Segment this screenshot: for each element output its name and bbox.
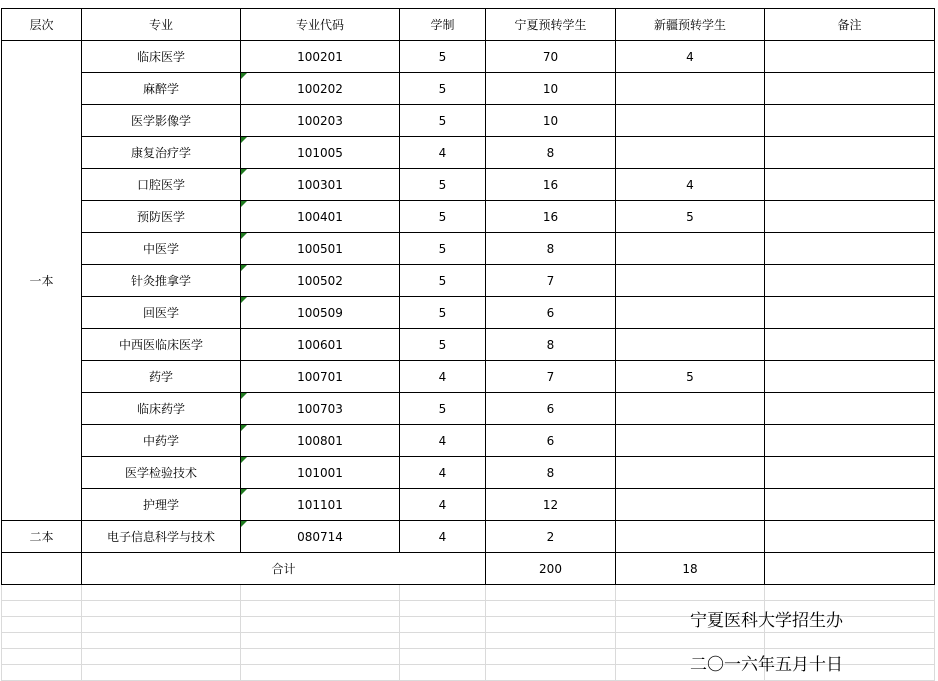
empty-grid-cell[interactable] <box>400 585 486 601</box>
years-cell[interactable]: 5 <box>400 73 486 105</box>
empty-grid-cell[interactable] <box>82 649 241 665</box>
major-cell[interactable]: 药学 <box>82 361 241 393</box>
table-row <box>2 105 935 137</box>
code-cell[interactable]: 100401 <box>241 201 400 233</box>
xinjiang-cell[interactable] <box>616 297 765 329</box>
remark-cell[interactable] <box>765 233 935 265</box>
code-cell[interactable]: 080714 <box>241 521 400 553</box>
major-cell[interactable]: 麻醉学 <box>82 73 241 105</box>
remark-cell[interactable] <box>765 137 935 169</box>
remark-cell[interactable] <box>765 457 935 489</box>
empty-grid-cell[interactable] <box>2 633 82 649</box>
header-level[interactable]: 层次 <box>2 9 82 41</box>
ningxia-cell[interactable]: 8 <box>486 233 616 265</box>
remark-cell[interactable] <box>765 169 935 201</box>
years-cell[interactable]: 5 <box>400 169 486 201</box>
ningxia-cell[interactable]: 8 <box>486 329 616 361</box>
empty-grid-cell[interactable] <box>765 633 935 649</box>
years-cell[interactable]: 4 <box>400 425 486 457</box>
code-cell[interactable]: 100703 <box>241 393 400 425</box>
years-cell[interactable]: 4 <box>400 521 486 553</box>
remark-cell[interactable] <box>765 297 935 329</box>
empty-grid-cell[interactable] <box>241 649 400 665</box>
level-cell[interactable]: 二本 <box>2 521 82 553</box>
enrollment-table <box>1 8 935 681</box>
years-cell[interactable]: 5 <box>400 393 486 425</box>
xinjiang-cell[interactable] <box>616 393 765 425</box>
xinjiang-cell[interactable] <box>616 457 765 489</box>
major-cell[interactable]: 电子信息科学与技术 <box>82 521 241 553</box>
ningxia-cell[interactable]: 6 <box>486 425 616 457</box>
code-cell[interactable]: 100701 <box>241 361 400 393</box>
table-row <box>2 73 935 105</box>
code-cell[interactable]: 101001 <box>241 457 400 489</box>
years-cell[interactable]: 5 <box>400 201 486 233</box>
code-cell[interactable]: 100502 <box>241 265 400 297</box>
major-cell[interactable]: 口腔医学 <box>82 169 241 201</box>
ningxia-cell[interactable]: 6 <box>486 297 616 329</box>
years-cell[interactable]: 4 <box>400 137 486 169</box>
empty-grid-cell[interactable] <box>241 585 400 601</box>
code-cell[interactable]: 100203 <box>241 105 400 137</box>
empty-grid-row <box>2 585 935 601</box>
table-row <box>2 361 935 393</box>
table-row <box>2 457 935 489</box>
empty-grid-cell[interactable] <box>400 601 486 617</box>
ningxia-cell[interactable]: 8 <box>486 457 616 489</box>
empty-grid-cell[interactable] <box>241 617 400 633</box>
empty-grid-cell[interactable] <box>400 617 486 633</box>
major-cell[interactable]: 中医学 <box>82 233 241 265</box>
empty-grid-cell[interactable] <box>486 633 616 649</box>
total-label-cell[interactable]: 合计 <box>82 553 486 585</box>
table-row <box>2 201 935 233</box>
empty-grid-cell[interactable] <box>241 665 400 681</box>
xinjiang-cell[interactable] <box>616 265 765 297</box>
empty-grid-cell[interactable] <box>241 601 400 617</box>
xinjiang-cell[interactable]: 5 <box>616 361 765 393</box>
major-cell[interactable]: 医学检验技术 <box>82 457 241 489</box>
empty-grid-cell[interactable] <box>2 665 82 681</box>
ningxia-cell[interactable]: 7 <box>486 361 616 393</box>
remark-cell[interactable] <box>765 201 935 233</box>
remark-cell[interactable] <box>765 41 935 73</box>
ningxia-cell[interactable]: 70 <box>486 41 616 73</box>
total-ningxia-cell[interactable]: 200 <box>486 553 616 585</box>
table-row <box>2 489 935 521</box>
code-cell[interactable]: 100301 <box>241 169 400 201</box>
header-ningxia[interactable]: 宁夏预转学生 <box>486 9 616 41</box>
table-row <box>2 169 935 201</box>
ningxia-cell[interactable]: 12 <box>486 489 616 521</box>
major-cell[interactable]: 临床药学 <box>82 393 241 425</box>
major-cell[interactable]: 康复治疗学 <box>82 137 241 169</box>
xinjiang-cell[interactable] <box>616 73 765 105</box>
major-cell[interactable]: 预防医学 <box>82 201 241 233</box>
empty-grid-cell[interactable] <box>82 665 241 681</box>
xinjiang-cell[interactable]: 5 <box>616 201 765 233</box>
ningxia-cell[interactable]: 8 <box>486 137 616 169</box>
remark-cell[interactable] <box>765 521 935 553</box>
empty-grid-cell[interactable] <box>2 617 82 633</box>
remark-cell[interactable] <box>765 265 935 297</box>
table-row <box>2 393 935 425</box>
ningxia-cell[interactable]: 10 <box>486 105 616 137</box>
years-cell[interactable]: 5 <box>400 41 486 73</box>
remark-cell[interactable] <box>765 425 935 457</box>
empty-grid-cell[interactable] <box>82 617 241 633</box>
remark-cell[interactable] <box>765 329 935 361</box>
major-cell[interactable]: 医学影像学 <box>82 105 241 137</box>
xinjiang-cell[interactable] <box>616 329 765 361</box>
table-row <box>2 233 935 265</box>
major-cell[interactable]: 针灸推拿学 <box>82 265 241 297</box>
remark-cell[interactable] <box>765 361 935 393</box>
major-cell[interactable]: 护理学 <box>82 489 241 521</box>
total-empty-cell[interactable] <box>2 553 82 585</box>
empty-grid-cell[interactable] <box>2 649 82 665</box>
years-cell[interactable]: 5 <box>400 297 486 329</box>
header-code[interactable]: 专业代码 <box>241 9 400 41</box>
xinjiang-cell[interactable]: 4 <box>616 169 765 201</box>
header-major[interactable]: 专业 <box>82 9 241 41</box>
ningxia-cell[interactable]: 10 <box>486 73 616 105</box>
ningxia-cell[interactable]: 7 <box>486 265 616 297</box>
remark-cell[interactable] <box>765 105 935 137</box>
remark-cell[interactable] <box>765 73 935 105</box>
empty-grid-cell[interactable] <box>486 585 616 601</box>
xinjiang-cell[interactable] <box>616 233 765 265</box>
empty-grid-cell[interactable] <box>82 633 241 649</box>
empty-grid-cell[interactable] <box>2 585 82 601</box>
code-cell[interactable]: 100501 <box>241 233 400 265</box>
empty-grid-cell[interactable] <box>486 665 616 681</box>
total-xinjiang-cell[interactable]: 18 <box>616 553 765 585</box>
years-cell[interactable]: 4 <box>400 457 486 489</box>
remark-cell[interactable] <box>765 489 935 521</box>
xinjiang-cell[interactable] <box>616 137 765 169</box>
header-row <box>2 9 935 41</box>
years-cell[interactable]: 4 <box>400 489 486 521</box>
empty-grid-cell[interactable] <box>400 633 486 649</box>
table-row <box>2 329 935 361</box>
table-row <box>2 425 935 457</box>
total-row <box>2 553 935 585</box>
empty-grid-cell[interactable] <box>400 649 486 665</box>
empty-grid-cell[interactable] <box>486 601 616 617</box>
table-row <box>2 297 935 329</box>
remark-cell[interactable] <box>765 393 935 425</box>
empty-grid-cell[interactable] <box>400 665 486 681</box>
total-remark-cell[interactable] <box>765 553 935 585</box>
header-years[interactable]: 学制 <box>400 9 486 41</box>
footer-date[interactable]: 二〇一六年五月十日 <box>690 655 843 675</box>
xinjiang-cell[interactable] <box>616 425 765 457</box>
code-cell[interactable]: 100801 <box>241 425 400 457</box>
code-cell[interactable]: 101101 <box>241 489 400 521</box>
empty-grid-cell[interactable] <box>241 633 400 649</box>
empty-grid-cell[interactable] <box>2 601 82 617</box>
header-remark[interactable]: 备注 <box>765 9 935 41</box>
ningxia-cell[interactable]: 6 <box>486 393 616 425</box>
major-cell[interactable]: 临床医学 <box>82 41 241 73</box>
empty-grid-cell[interactable] <box>616 585 765 601</box>
major-cell[interactable]: 中西医临床医学 <box>82 329 241 361</box>
table-row <box>2 41 935 73</box>
code-cell[interactable]: 100509 <box>241 297 400 329</box>
empty-grid-cell[interactable] <box>765 585 935 601</box>
footer-organization[interactable]: 宁夏医科大学招生办 <box>690 611 843 631</box>
major-cell[interactable]: 回医学 <box>82 297 241 329</box>
table-row <box>2 521 935 553</box>
code-cell[interactable]: 100201 <box>241 41 400 73</box>
ningxia-cell[interactable]: 2 <box>486 521 616 553</box>
empty-grid-cell[interactable] <box>616 633 765 649</box>
header-xinjiang[interactable]: 新疆预转学生 <box>616 9 765 41</box>
table-row <box>2 137 935 169</box>
empty-grid-cell[interactable] <box>82 601 241 617</box>
xinjiang-cell[interactable] <box>616 105 765 137</box>
years-cell[interactable]: 5 <box>400 233 486 265</box>
table-row <box>2 265 935 297</box>
empty-grid-cell[interactable] <box>486 617 616 633</box>
years-cell[interactable]: 5 <box>400 329 486 361</box>
years-cell[interactable]: 4 <box>400 361 486 393</box>
ningxia-cell[interactable]: 16 <box>486 201 616 233</box>
major-cell[interactable]: 中药学 <box>82 425 241 457</box>
xinjiang-cell[interactable] <box>616 489 765 521</box>
empty-grid-row <box>2 633 935 649</box>
years-cell[interactable]: 5 <box>400 105 486 137</box>
code-cell[interactable]: 100601 <box>241 329 400 361</box>
xinjiang-cell[interactable]: 4 <box>616 41 765 73</box>
code-cell[interactable]: 100202 <box>241 73 400 105</box>
code-cell[interactable]: 101005 <box>241 137 400 169</box>
xinjiang-cell[interactable] <box>616 521 765 553</box>
ningxia-cell[interactable]: 16 <box>486 169 616 201</box>
empty-grid-cell[interactable] <box>486 649 616 665</box>
years-cell[interactable]: 5 <box>400 265 486 297</box>
empty-grid-cell[interactable] <box>82 585 241 601</box>
level-cell[interactable]: 一本 <box>2 41 82 521</box>
